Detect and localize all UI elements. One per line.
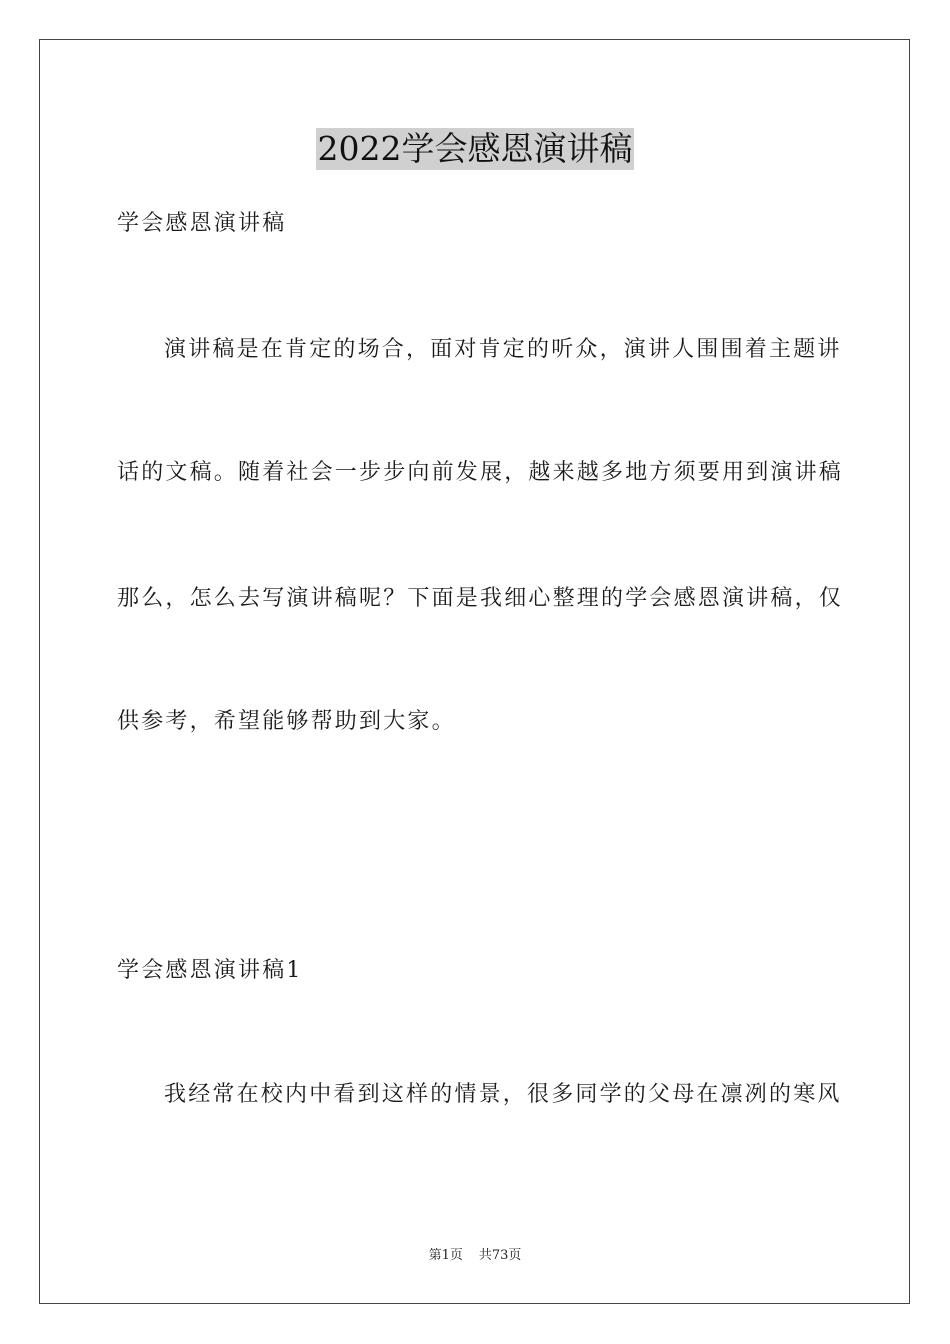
paragraph-line: 话的文稿。随着社会一步步向前发展，越来越多地方须要用到演讲稿	[117, 460, 844, 485]
paragraph-line: 我经常在校内中看到这样的情景，很多同学的父母在凛冽的寒风	[164, 1082, 842, 1107]
page-number: 第1页	[428, 1248, 463, 1263]
document-title: 2022学会感恩演讲稿	[317, 129, 633, 168]
paragraph-line: 供参考，希望能够帮助到大家。	[117, 709, 456, 734]
page-footer	[0, 1247, 950, 1265]
paragraph-line: 演讲稿是在肯定的场合，面对肯定的听众，演讲人围围着主题讲	[164, 337, 842, 362]
page-total: 共73页	[478, 1248, 522, 1263]
subtitle-line: 学会感恩演讲稿	[117, 211, 287, 236]
title-container	[0, 128, 950, 170]
section-heading: 学会感恩演讲稿1	[117, 958, 303, 983]
paragraph-line: 那么，怎么去写演讲稿呢？下面是我细心整理的学会感恩演讲稿，仅	[117, 586, 844, 611]
